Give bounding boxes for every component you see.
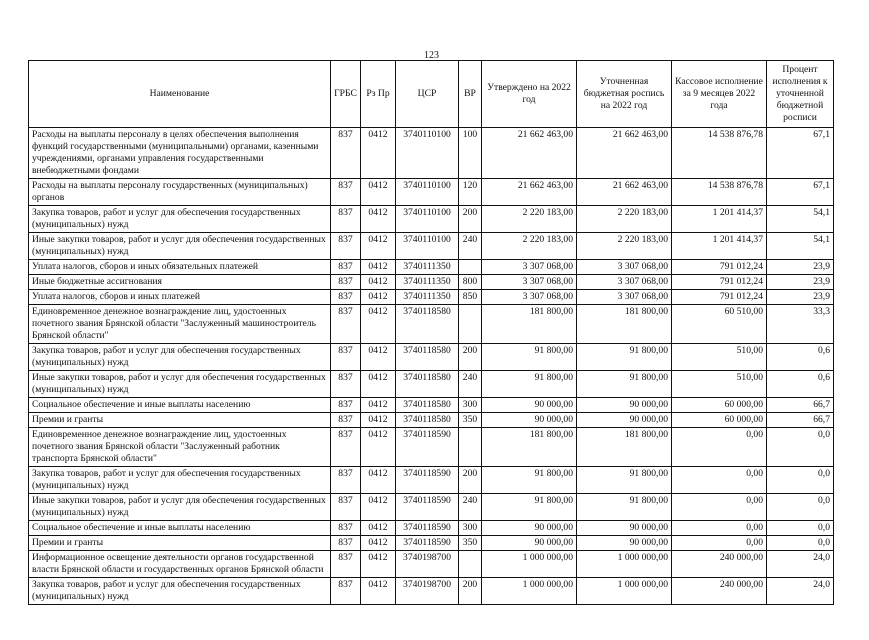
cell-grbs: 837: [331, 578, 361, 605]
cell-percent: 0,0: [767, 521, 834, 536]
cell-percent: 67,1: [767, 128, 834, 179]
cell-rzpr: 0412: [361, 260, 396, 275]
table-row: [29, 260, 834, 275]
cell-approved: 21 662 463,00: [482, 179, 577, 206]
cell-approved: 1 000 000,00: [482, 551, 577, 578]
cell-percent: 23,9: [767, 275, 834, 290]
cell-vr: 300: [459, 398, 482, 413]
cell-name: Единовременное денежное вознаграждение лиц, удостоенных почетного звания Брянской области "Заслуженный машиностроитель Брянской области": [29, 305, 331, 344]
cell-cash: 0,00: [672, 536, 767, 551]
cell-refined: 3 307 068,00: [577, 260, 672, 275]
cell-vr: 200: [459, 344, 482, 371]
header-name: Наименование: [29, 61, 331, 128]
cell-vr: 850: [459, 290, 482, 305]
table-row: [29, 467, 834, 494]
cell-name: Иные бюджетные ассигнования: [29, 275, 331, 290]
cell-name: Премии и гранты: [29, 536, 331, 551]
cell-csr: 3740111350: [396, 260, 459, 275]
cell-approved: 91 800,00: [482, 371, 577, 398]
cell-rzpr: 0412: [361, 413, 396, 428]
header-approved: Утверждено на 2022 год: [482, 61, 577, 128]
cell-grbs: 837: [331, 413, 361, 428]
cell-csr: 3740118590: [396, 536, 459, 551]
cell-vr: [459, 260, 482, 275]
cell-rzpr: 0412: [361, 371, 396, 398]
cell-grbs: 837: [331, 521, 361, 536]
cell-vr: 200: [459, 467, 482, 494]
cell-rzpr: 0412: [361, 467, 396, 494]
cell-refined: 181 800,00: [577, 428, 672, 467]
cell-csr: 3740110100: [396, 206, 459, 233]
table-row: [29, 344, 834, 371]
cell-vr: 120: [459, 179, 482, 206]
cell-cash: 1 201 414,37: [672, 206, 767, 233]
cell-cash: 14 538 876,78: [672, 179, 767, 206]
cell-refined: 90 000,00: [577, 413, 672, 428]
cell-vr: [459, 305, 482, 344]
cell-csr: 3740118580: [396, 371, 459, 398]
cell-refined: 90 000,00: [577, 536, 672, 551]
header-csr: ЦСР: [396, 61, 459, 128]
cell-vr: [459, 551, 482, 578]
cell-percent: 54,1: [767, 233, 834, 260]
cell-cash: 240 000,00: [672, 578, 767, 605]
cell-percent: 54,1: [767, 206, 834, 233]
budget-execution-table: [28, 60, 834, 605]
table-row: [29, 536, 834, 551]
cell-approved: 181 800,00: [482, 428, 577, 467]
cell-refined: 91 800,00: [577, 344, 672, 371]
cell-percent: 23,9: [767, 260, 834, 275]
cell-name: Иные закупки товаров, работ и услуг для обеспечения государственных (муниципальных) нужд: [29, 371, 331, 398]
table-row: [29, 398, 834, 413]
cell-grbs: 837: [331, 344, 361, 371]
cell-csr: 3740118580: [396, 398, 459, 413]
cell-name: Социальное обеспечение и иные выплаты населению: [29, 398, 331, 413]
cell-name: Социальное обеспечение и иные выплаты населению: [29, 521, 331, 536]
cell-csr: 3740110100: [396, 179, 459, 206]
header-percent: Процент исполнения к уточненной бюджетной росписи: [767, 61, 834, 128]
cell-rzpr: 0412: [361, 398, 396, 413]
table-row: [29, 413, 834, 428]
cell-approved: 90 000,00: [482, 413, 577, 428]
header-rzpr: Рз Пр: [361, 61, 396, 128]
cell-approved: 3 307 068,00: [482, 275, 577, 290]
cell-csr: 3740118590: [396, 521, 459, 536]
cell-grbs: 837: [331, 551, 361, 578]
cell-cash: 510,00: [672, 344, 767, 371]
cell-rzpr: 0412: [361, 521, 396, 536]
cell-approved: 90 000,00: [482, 536, 577, 551]
cell-name: Закупка товаров, работ и услуг для обеспечения государственных (муниципальных) нужд: [29, 344, 331, 371]
cell-csr: 3740198700: [396, 578, 459, 605]
cell-approved: 91 800,00: [482, 494, 577, 521]
table-row: [29, 551, 834, 578]
cell-cash: 1 201 414,37: [672, 233, 767, 260]
cell-vr: 200: [459, 578, 482, 605]
cell-approved: 2 220 183,00: [482, 233, 577, 260]
cell-name: Уплата налогов, сборов и иных обязательных платежей: [29, 260, 331, 275]
cell-vr: 300: [459, 521, 482, 536]
cell-name: Премии и гранты: [29, 413, 331, 428]
cell-name: Информационное освещение деятельности органов государственной власти Брянской области и государственных органов Брянской области: [29, 551, 331, 578]
cell-grbs: 837: [331, 275, 361, 290]
cell-rzpr: 0412: [361, 128, 396, 179]
cell-percent: 0,6: [767, 371, 834, 398]
cell-vr: 100: [459, 128, 482, 179]
cell-grbs: 837: [331, 467, 361, 494]
table-row: [29, 275, 834, 290]
table-row: [29, 428, 834, 467]
cell-cash: 60 000,00: [672, 413, 767, 428]
cell-cash: 791 012,24: [672, 260, 767, 275]
cell-grbs: 837: [331, 371, 361, 398]
cell-approved: 1 000 000,00: [482, 578, 577, 605]
table-row: [29, 521, 834, 536]
cell-percent: 66,7: [767, 398, 834, 413]
cell-name: Расходы на выплаты персоналу государственных (муниципальных) органов: [29, 179, 331, 206]
cell-refined: 3 307 068,00: [577, 275, 672, 290]
cell-refined: 3 307 068,00: [577, 290, 672, 305]
cell-name: Иные закупки товаров, работ и услуг для обеспечения государственных (муниципальных) нужд: [29, 233, 331, 260]
table-row: [29, 371, 834, 398]
cell-refined: 1 000 000,00: [577, 578, 672, 605]
table-row: [29, 578, 834, 605]
cell-percent: 0,0: [767, 428, 834, 467]
cell-approved: 91 800,00: [482, 344, 577, 371]
cell-refined: 2 220 183,00: [577, 233, 672, 260]
cell-refined: 21 662 463,00: [577, 179, 672, 206]
cell-vr: 350: [459, 413, 482, 428]
cell-vr: 240: [459, 494, 482, 521]
cell-percent: 23,9: [767, 290, 834, 305]
cell-name: Закупка товаров, работ и услуг для обеспечения государственных (муниципальных) нужд: [29, 578, 331, 605]
cell-vr: 240: [459, 371, 482, 398]
header-vr: ВР: [459, 61, 482, 128]
header-grbs: ГРБС: [331, 61, 361, 128]
cell-approved: 2 220 183,00: [482, 206, 577, 233]
header-cash: Кассовое исполнение за 9 месяцев 2022 года: [672, 61, 767, 128]
cell-rzpr: 0412: [361, 578, 396, 605]
cell-approved: 3 307 068,00: [482, 290, 577, 305]
cell-vr: 800: [459, 275, 482, 290]
cell-csr: 3740111350: [396, 275, 459, 290]
table-row: [29, 206, 834, 233]
cell-cash: 60 000,00: [672, 398, 767, 413]
table-row: [29, 494, 834, 521]
cell-csr: 3740118590: [396, 494, 459, 521]
cell-rzpr: 0412: [361, 206, 396, 233]
cell-grbs: 837: [331, 206, 361, 233]
cell-grbs: 837: [331, 536, 361, 551]
cell-grbs: 837: [331, 398, 361, 413]
cell-csr: 3740110100: [396, 128, 459, 179]
cell-csr: 3740111350: [396, 290, 459, 305]
cell-grbs: 837: [331, 290, 361, 305]
cell-approved: 3 307 068,00: [482, 260, 577, 275]
cell-rzpr: 0412: [361, 233, 396, 260]
cell-name: Закупка товаров, работ и услуг для обеспечения государственных (муниципальных) нужд: [29, 206, 331, 233]
cell-percent: 24,0: [767, 551, 834, 578]
cell-csr: 3740118580: [396, 305, 459, 344]
cell-approved: 90 000,00: [482, 398, 577, 413]
cell-cash: 14 538 876,78: [672, 128, 767, 179]
cell-refined: 1 000 000,00: [577, 551, 672, 578]
cell-grbs: 837: [331, 233, 361, 260]
cell-name: Иные закупки товаров, работ и услуг для обеспечения государственных (муниципальных) нужд: [29, 494, 331, 521]
table-row: [29, 233, 834, 260]
page-number: 123: [424, 50, 439, 61]
table-row: [29, 179, 834, 206]
cell-refined: 181 800,00: [577, 305, 672, 344]
cell-percent: 33,3: [767, 305, 834, 344]
cell-rzpr: 0412: [361, 428, 396, 467]
cell-cash: 0,00: [672, 494, 767, 521]
cell-grbs: 837: [331, 305, 361, 344]
cell-csr: 3740118590: [396, 467, 459, 494]
cell-approved: 181 800,00: [482, 305, 577, 344]
cell-name: Закупка товаров, работ и услуг для обеспечения государственных (муниципальных) нужд: [29, 467, 331, 494]
table-row: [29, 305, 834, 344]
cell-rzpr: 0412: [361, 290, 396, 305]
cell-cash: 0,00: [672, 467, 767, 494]
table-row: [29, 128, 834, 179]
cell-csr: 3740198700: [396, 551, 459, 578]
cell-approved: 90 000,00: [482, 521, 577, 536]
cell-csr: 3740118580: [396, 344, 459, 371]
cell-refined: 2 220 183,00: [577, 206, 672, 233]
cell-rzpr: 0412: [361, 551, 396, 578]
table-header-row: [29, 61, 834, 128]
cell-grbs: 837: [331, 179, 361, 206]
cell-vr: 350: [459, 536, 482, 551]
cell-refined: 90 000,00: [577, 521, 672, 536]
cell-rzpr: 0412: [361, 305, 396, 344]
cell-cash: 0,00: [672, 521, 767, 536]
cell-cash: 240 000,00: [672, 551, 767, 578]
cell-vr: 240: [459, 233, 482, 260]
cell-refined: 91 800,00: [577, 494, 672, 521]
cell-name: Расходы на выплаты персоналу в целях обеспечения выполнения функций государственными (муниципальными) органами, казенными учреждениями, органами управления государственными внебюджетными фондами: [29, 128, 331, 179]
table-row: [29, 290, 834, 305]
cell-refined: 91 800,00: [577, 371, 672, 398]
cell-percent: 66,7: [767, 413, 834, 428]
cell-percent: 0,6: [767, 344, 834, 371]
cell-percent: 0,0: [767, 494, 834, 521]
header-refined: Уточненная бюджетная роспись на 2022 год: [577, 61, 672, 128]
cell-grbs: 837: [331, 428, 361, 467]
cell-cash: 60 510,00: [672, 305, 767, 344]
cell-grbs: 837: [331, 128, 361, 179]
cell-refined: 21 662 463,00: [577, 128, 672, 179]
cell-vr: [459, 428, 482, 467]
cell-percent: 0,0: [767, 467, 834, 494]
cell-rzpr: 0412: [361, 494, 396, 521]
cell-csr: 3740110100: [396, 233, 459, 260]
cell-grbs: 837: [331, 494, 361, 521]
cell-cash: 0,00: [672, 428, 767, 467]
cell-approved: 21 662 463,00: [482, 128, 577, 179]
cell-name: Единовременное денежное вознаграждение лиц, удостоенных почетного звания Брянской области "Заслуженный работник транспорта Брянской области": [29, 428, 331, 467]
cell-grbs: 837: [331, 260, 361, 275]
cell-cash: 791 012,24: [672, 275, 767, 290]
cell-csr: 3740118580: [396, 413, 459, 428]
cell-percent: 24,0: [767, 578, 834, 605]
cell-approved: 91 800,00: [482, 467, 577, 494]
cell-csr: 3740118590: [396, 428, 459, 467]
cell-refined: 91 800,00: [577, 467, 672, 494]
cell-percent: 0,0: [767, 536, 834, 551]
cell-rzpr: 0412: [361, 275, 396, 290]
cell-percent: 67,1: [767, 179, 834, 206]
cell-vr: 200: [459, 206, 482, 233]
cell-cash: 791 012,24: [672, 290, 767, 305]
cell-name: Уплата налогов, сборов и иных платежей: [29, 290, 331, 305]
cell-rzpr: 0412: [361, 344, 396, 371]
cell-rzpr: 0412: [361, 179, 396, 206]
cell-cash: 510,00: [672, 371, 767, 398]
cell-rzpr: 0412: [361, 536, 396, 551]
cell-refined: 90 000,00: [577, 398, 672, 413]
